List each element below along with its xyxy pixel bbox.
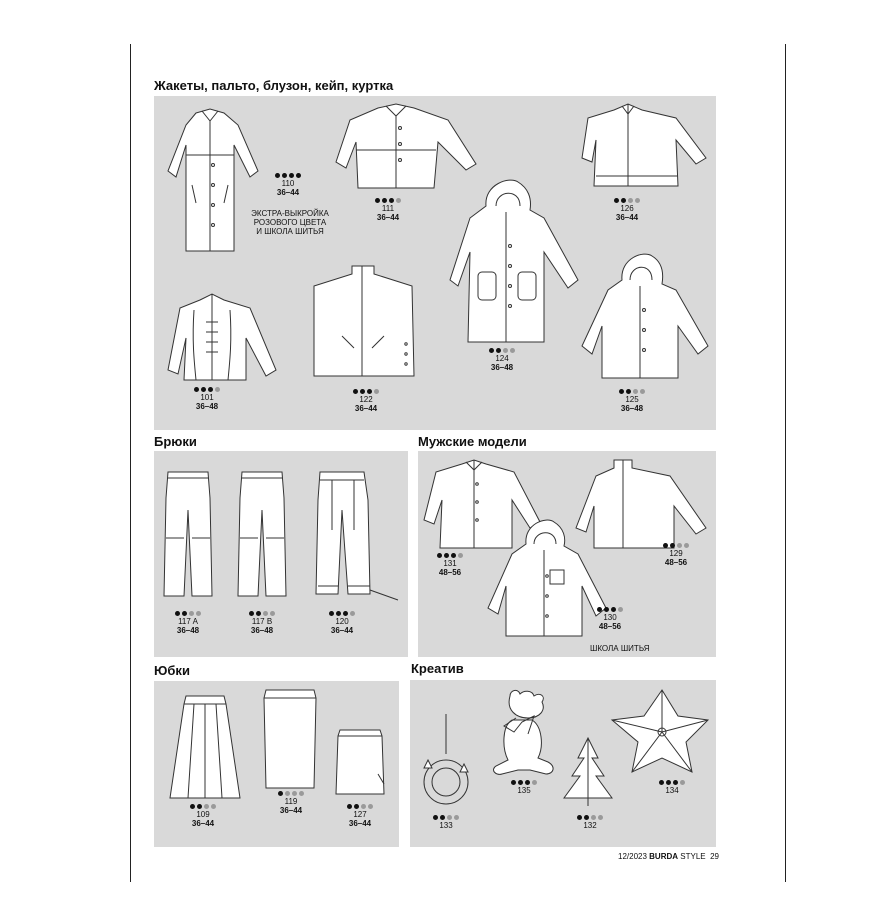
model-number: 124 (495, 354, 509, 363)
difficulty-dots (570, 606, 650, 613)
model-number: 117 A (178, 617, 198, 626)
dot-filled (201, 387, 206, 392)
difficulty-dots (251, 790, 331, 797)
sketch-cape-122 (312, 264, 416, 380)
dot-filled (525, 780, 530, 785)
size-range: 36–48 (250, 626, 274, 635)
dot-filled (282, 173, 287, 178)
dot-empty (598, 815, 603, 820)
dot-filled (347, 804, 352, 809)
section-title-men: Мужские модели (418, 434, 527, 449)
sketch-skirt-109 (168, 694, 242, 802)
dot-filled (182, 611, 187, 616)
sketch-trousers-120 (314, 470, 400, 604)
sketch-hooded-coat-124 (448, 176, 580, 348)
note-extra-pattern (240, 209, 340, 236)
difficulty-dots (326, 388, 406, 395)
dot-empty (263, 611, 268, 616)
item-135[interactable] (484, 779, 564, 795)
dot-filled (382, 198, 387, 203)
size-range: 36–48 (195, 402, 219, 411)
difficulty-dots (587, 197, 667, 204)
dot-filled (511, 780, 516, 785)
section-title-creative: Креатив (411, 661, 464, 676)
dot-empty (458, 553, 463, 558)
difficulty-dots (248, 172, 328, 179)
dot-filled (389, 198, 394, 203)
size-range: 36–44 (330, 626, 354, 635)
dot-empty (447, 815, 452, 820)
model-number: 132 (583, 821, 597, 830)
dot-filled (597, 607, 602, 612)
model-number: 109 (196, 810, 210, 819)
dot-filled (194, 387, 199, 392)
dot-empty (292, 791, 297, 796)
dot-filled (197, 804, 202, 809)
dot-empty (677, 543, 682, 548)
difficulty-dots (406, 814, 486, 821)
difficulty-dots (550, 814, 630, 821)
item-134[interactable] (632, 779, 712, 795)
dot-filled (256, 611, 261, 616)
dot-empty (215, 387, 220, 392)
model-number: 127 (353, 810, 367, 819)
difficulty-dots (636, 542, 716, 549)
size-range: 36–44 (191, 819, 215, 828)
dot-filled (614, 198, 619, 203)
item-120[interactable] (302, 610, 382, 635)
section-title-skirts: Юбки (154, 663, 190, 678)
item-127[interactable] (320, 803, 400, 828)
difficulty-dots (167, 386, 247, 393)
brand-name: BURDA (649, 852, 679, 861)
section-title-trousers: Брюки (154, 434, 197, 449)
model-number: 119 (284, 797, 298, 806)
model-number: 133 (439, 821, 453, 830)
dot-filled (604, 607, 609, 612)
note-sewing-school: ШКОЛА ШИТЬЯ (590, 644, 650, 653)
item-119[interactable] (251, 790, 331, 815)
size-range: 36–48 (490, 363, 514, 372)
sketch-trousers-117b (236, 470, 288, 600)
difficulty-dots (302, 610, 382, 617)
dot-filled (440, 815, 445, 820)
dot-empty (591, 815, 596, 820)
dot-empty (503, 348, 508, 353)
size-range: 36–44 (279, 806, 303, 815)
dot-empty (270, 611, 275, 616)
dot-filled (329, 611, 334, 616)
model-number: 130 (603, 613, 617, 622)
difficulty-dots (163, 803, 243, 810)
dot-filled (437, 553, 442, 558)
item-124[interactable] (462, 347, 542, 372)
dot-empty (396, 198, 401, 203)
dot-filled (360, 389, 365, 394)
dot-filled (621, 198, 626, 203)
item-109[interactable] (163, 803, 243, 828)
sketch-blouson-126 (580, 100, 712, 192)
dot-filled (489, 348, 494, 353)
dot-filled (670, 543, 675, 548)
sketch-jacket-101 (164, 290, 280, 384)
item-117b[interactable] (222, 610, 302, 635)
dot-filled (611, 607, 616, 612)
item-117a[interactable] (148, 610, 228, 635)
dot-filled (190, 804, 195, 809)
model-number: 134 (665, 786, 679, 795)
dot-empty (618, 607, 623, 612)
item-101[interactable] (167, 386, 247, 411)
sketch-skirt-119 (260, 688, 320, 792)
dot-empty (189, 611, 194, 616)
size-range: 48–56 (664, 558, 688, 567)
model-number: 125 (625, 395, 639, 404)
dot-empty (684, 543, 689, 548)
dot-filled (584, 815, 589, 820)
size-range: 36–44 (276, 188, 300, 197)
dot-filled (367, 389, 372, 394)
dot-filled (619, 389, 624, 394)
dot-filled (175, 611, 180, 616)
dot-empty (633, 389, 638, 394)
dot-empty (640, 389, 645, 394)
size-range: 36–48 (620, 404, 644, 413)
dot-filled (577, 815, 582, 820)
dot-empty (299, 791, 304, 796)
section-title-jackets: Жакеты, пальто, блузон, кейп, куртка (154, 78, 394, 93)
dot-filled (275, 173, 280, 178)
model-number: 120 (335, 617, 349, 626)
page-number: 29 (710, 852, 719, 861)
dot-filled (626, 389, 631, 394)
size-range: 48–56 (598, 622, 622, 631)
size-range: 36–44 (615, 213, 639, 222)
dot-filled (375, 198, 380, 203)
dot-empty (628, 198, 633, 203)
sketch-hooded-jacket-125 (580, 250, 712, 382)
difficulty-dots (222, 610, 302, 617)
model-number: 135 (517, 786, 531, 795)
dot-empty (285, 791, 290, 796)
dot-filled (659, 780, 664, 785)
page-left-rule (130, 44, 131, 882)
dot-filled (518, 780, 523, 785)
item-126[interactable] (587, 197, 667, 222)
dot-filled (451, 553, 456, 558)
page-footer (618, 852, 719, 861)
difficulty-dots (462, 347, 542, 354)
item-125[interactable] (592, 388, 672, 413)
sketch-star-134 (606, 686, 710, 776)
size-range: 36–48 (176, 626, 200, 635)
model-number: 117 B (251, 617, 273, 626)
dot-empty (510, 348, 515, 353)
dot-filled (433, 815, 438, 820)
item-129[interactable] (636, 542, 716, 567)
sketch-bear-135 (488, 686, 560, 778)
item-130[interactable] (570, 606, 650, 631)
dot-empty (454, 815, 459, 820)
dot-empty (204, 804, 209, 809)
difficulty-dots (320, 803, 400, 810)
dot-filled (296, 173, 301, 178)
sketch-skirt-127 (334, 728, 386, 798)
model-number: 126 (620, 204, 634, 213)
dot-filled (353, 389, 358, 394)
dot-filled (343, 611, 348, 616)
dot-empty (532, 780, 537, 785)
dot-filled (249, 611, 254, 616)
dot-empty (361, 804, 366, 809)
dot-filled (663, 543, 668, 548)
model-number: 122 (359, 395, 373, 404)
size-range: 36–44 (354, 404, 378, 413)
difficulty-dots (632, 779, 712, 786)
dot-filled (289, 173, 294, 178)
difficulty-dots (592, 388, 672, 395)
page-right-rule (785, 44, 786, 882)
size-range: 48–56 (438, 568, 462, 577)
note-extra-pattern-text: ЭКСТРА-ВЫКРОЙКА РОЗОВОГО ЦВЕТА И ШКОЛА ШИТЬЯ (251, 209, 329, 236)
item-110[interactable] (248, 172, 328, 197)
model-number: 131 (443, 559, 457, 568)
dot-empty (374, 389, 379, 394)
dot-empty (211, 804, 216, 809)
dot-filled (444, 553, 449, 558)
dot-filled (336, 611, 341, 616)
dot-filled (208, 387, 213, 392)
difficulty-dots (484, 779, 564, 786)
dot-filled (673, 780, 678, 785)
model-number: 111 (381, 204, 395, 213)
size-range: 36–44 (376, 213, 400, 222)
difficulty-dots (410, 552, 490, 559)
item-132[interactable] (550, 814, 630, 830)
dot-empty (196, 611, 201, 616)
dot-empty (680, 780, 685, 785)
issue-date: 12/2023 (618, 852, 647, 861)
difficulty-dots (148, 610, 228, 617)
dot-empty (368, 804, 373, 809)
dot-filled (496, 348, 501, 353)
dot-filled (666, 780, 671, 785)
item-111[interactable] (348, 197, 428, 222)
sketch-wreath-133 (420, 712, 472, 812)
difficulty-dots (348, 197, 428, 204)
item-122[interactable] (326, 388, 406, 413)
size-range: 36–44 (348, 819, 372, 828)
model-number: 129 (669, 549, 683, 558)
dot-filled (278, 791, 283, 796)
dot-filled (354, 804, 359, 809)
dot-empty (635, 198, 640, 203)
sketch-trousers-117a (162, 470, 214, 600)
model-number: 101 (200, 393, 214, 402)
item-131[interactable] (410, 552, 490, 577)
dot-empty (350, 611, 355, 616)
model-number: 110 (281, 179, 295, 188)
item-133[interactable] (406, 814, 486, 830)
brand-suffix: STYLE (680, 852, 706, 861)
